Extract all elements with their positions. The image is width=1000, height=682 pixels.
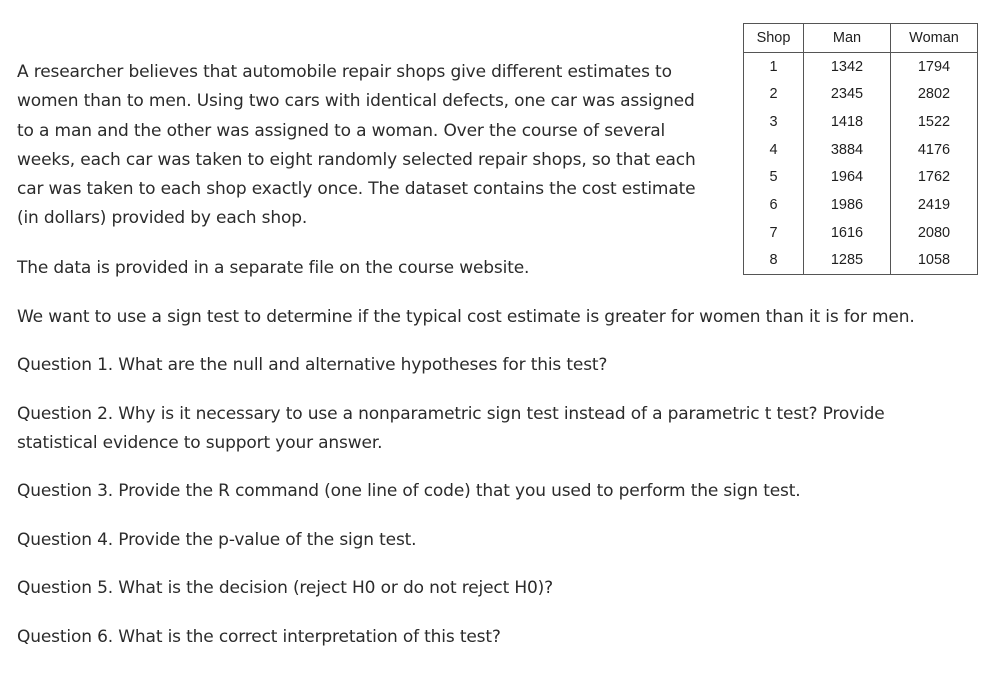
cell-woman: 1794 — [891, 52, 978, 80]
question-1: Question 1. What are the null and alternative hypotheses for this test? — [17, 355, 608, 375]
question-2-line: statistical evidence to support your answer. — [17, 433, 383, 454]
table-row — [744, 247, 978, 275]
question-6: Question 6. What is the correct interpretation of this test? — [17, 627, 501, 647]
data-table — [743, 23, 978, 275]
table-row — [744, 136, 978, 164]
cell-man: 1342 — [804, 52, 891, 80]
table-row — [744, 191, 978, 219]
cell-woman: 4176 — [891, 136, 978, 164]
cell-woman: 1058 — [891, 247, 978, 275]
question-4: Question 4. Provide the p-value of the sign test. — [17, 530, 417, 550]
table-row — [744, 108, 978, 136]
cell-woman: 2802 — [891, 80, 978, 108]
cell-shop: 7 — [744, 219, 804, 247]
cell-man: 1616 — [804, 219, 891, 247]
cell-shop: 8 — [744, 247, 804, 275]
intro-line: women than to men. Using two cars with identical defects, one car was assigned — [17, 91, 695, 112]
intro-line: to a man and the other was assigned to a woman. Over the course of several — [17, 120, 666, 141]
header-shop: Shop — [744, 24, 804, 53]
table-header-row — [744, 24, 978, 53]
cell-man: 1964 — [804, 163, 891, 191]
header-man: Man — [804, 24, 891, 53]
cell-woman: 2080 — [891, 219, 978, 247]
intro-line: car was taken to each shop exactly once. The dataset contains the cost estimate — [17, 179, 696, 200]
intro-line: A researcher believes that automobile repair shops give different estimates to — [17, 62, 672, 82]
table-row — [744, 52, 978, 80]
cell-woman: 1762 — [891, 163, 978, 191]
cell-man: 3884 — [804, 136, 891, 164]
data-note: The data is provided in a separate file on the course website. — [17, 258, 530, 278]
header-woman: Woman — [891, 24, 978, 53]
cell-shop: 6 — [744, 191, 804, 219]
table-row — [744, 163, 978, 191]
cell-shop: 3 — [744, 108, 804, 136]
question-3: Question 3. Provide the R command (one line of code) that you used to perform the sign test. — [17, 481, 801, 501]
cell-shop: 4 — [744, 136, 804, 164]
cell-man: 2345 — [804, 80, 891, 108]
cell-man: 1986 — [804, 191, 891, 219]
cell-shop: 5 — [744, 163, 804, 191]
table-row — [744, 80, 978, 108]
cell-man: 1285 — [804, 247, 891, 275]
intro-paragraph — [17, 58, 717, 234]
cell-woman: 1522 — [891, 108, 978, 136]
intro-line: weeks, each car was taken to eight randomly selected repair shops, so that each — [17, 149, 696, 170]
question-2 — [17, 400, 885, 459]
cell-woman: 2419 — [891, 191, 978, 219]
goal-statement: We want to use a sign test to determine if the typical cost estimate is greater for women than it is for men. — [17, 307, 915, 327]
table-row — [744, 219, 978, 247]
question-5: Question 5. What is the decision (reject H0 or do not reject H0)? — [17, 578, 554, 598]
question-2-line: Question 2. Why is it necessary to use a nonparametric sign test instead of a parametric t test? Provide — [17, 404, 885, 424]
cell-shop: 2 — [744, 80, 804, 108]
intro-line: (in dollars) provided by each shop. — [17, 208, 308, 229]
cell-shop: 1 — [744, 52, 804, 80]
cell-man: 1418 — [804, 108, 891, 136]
